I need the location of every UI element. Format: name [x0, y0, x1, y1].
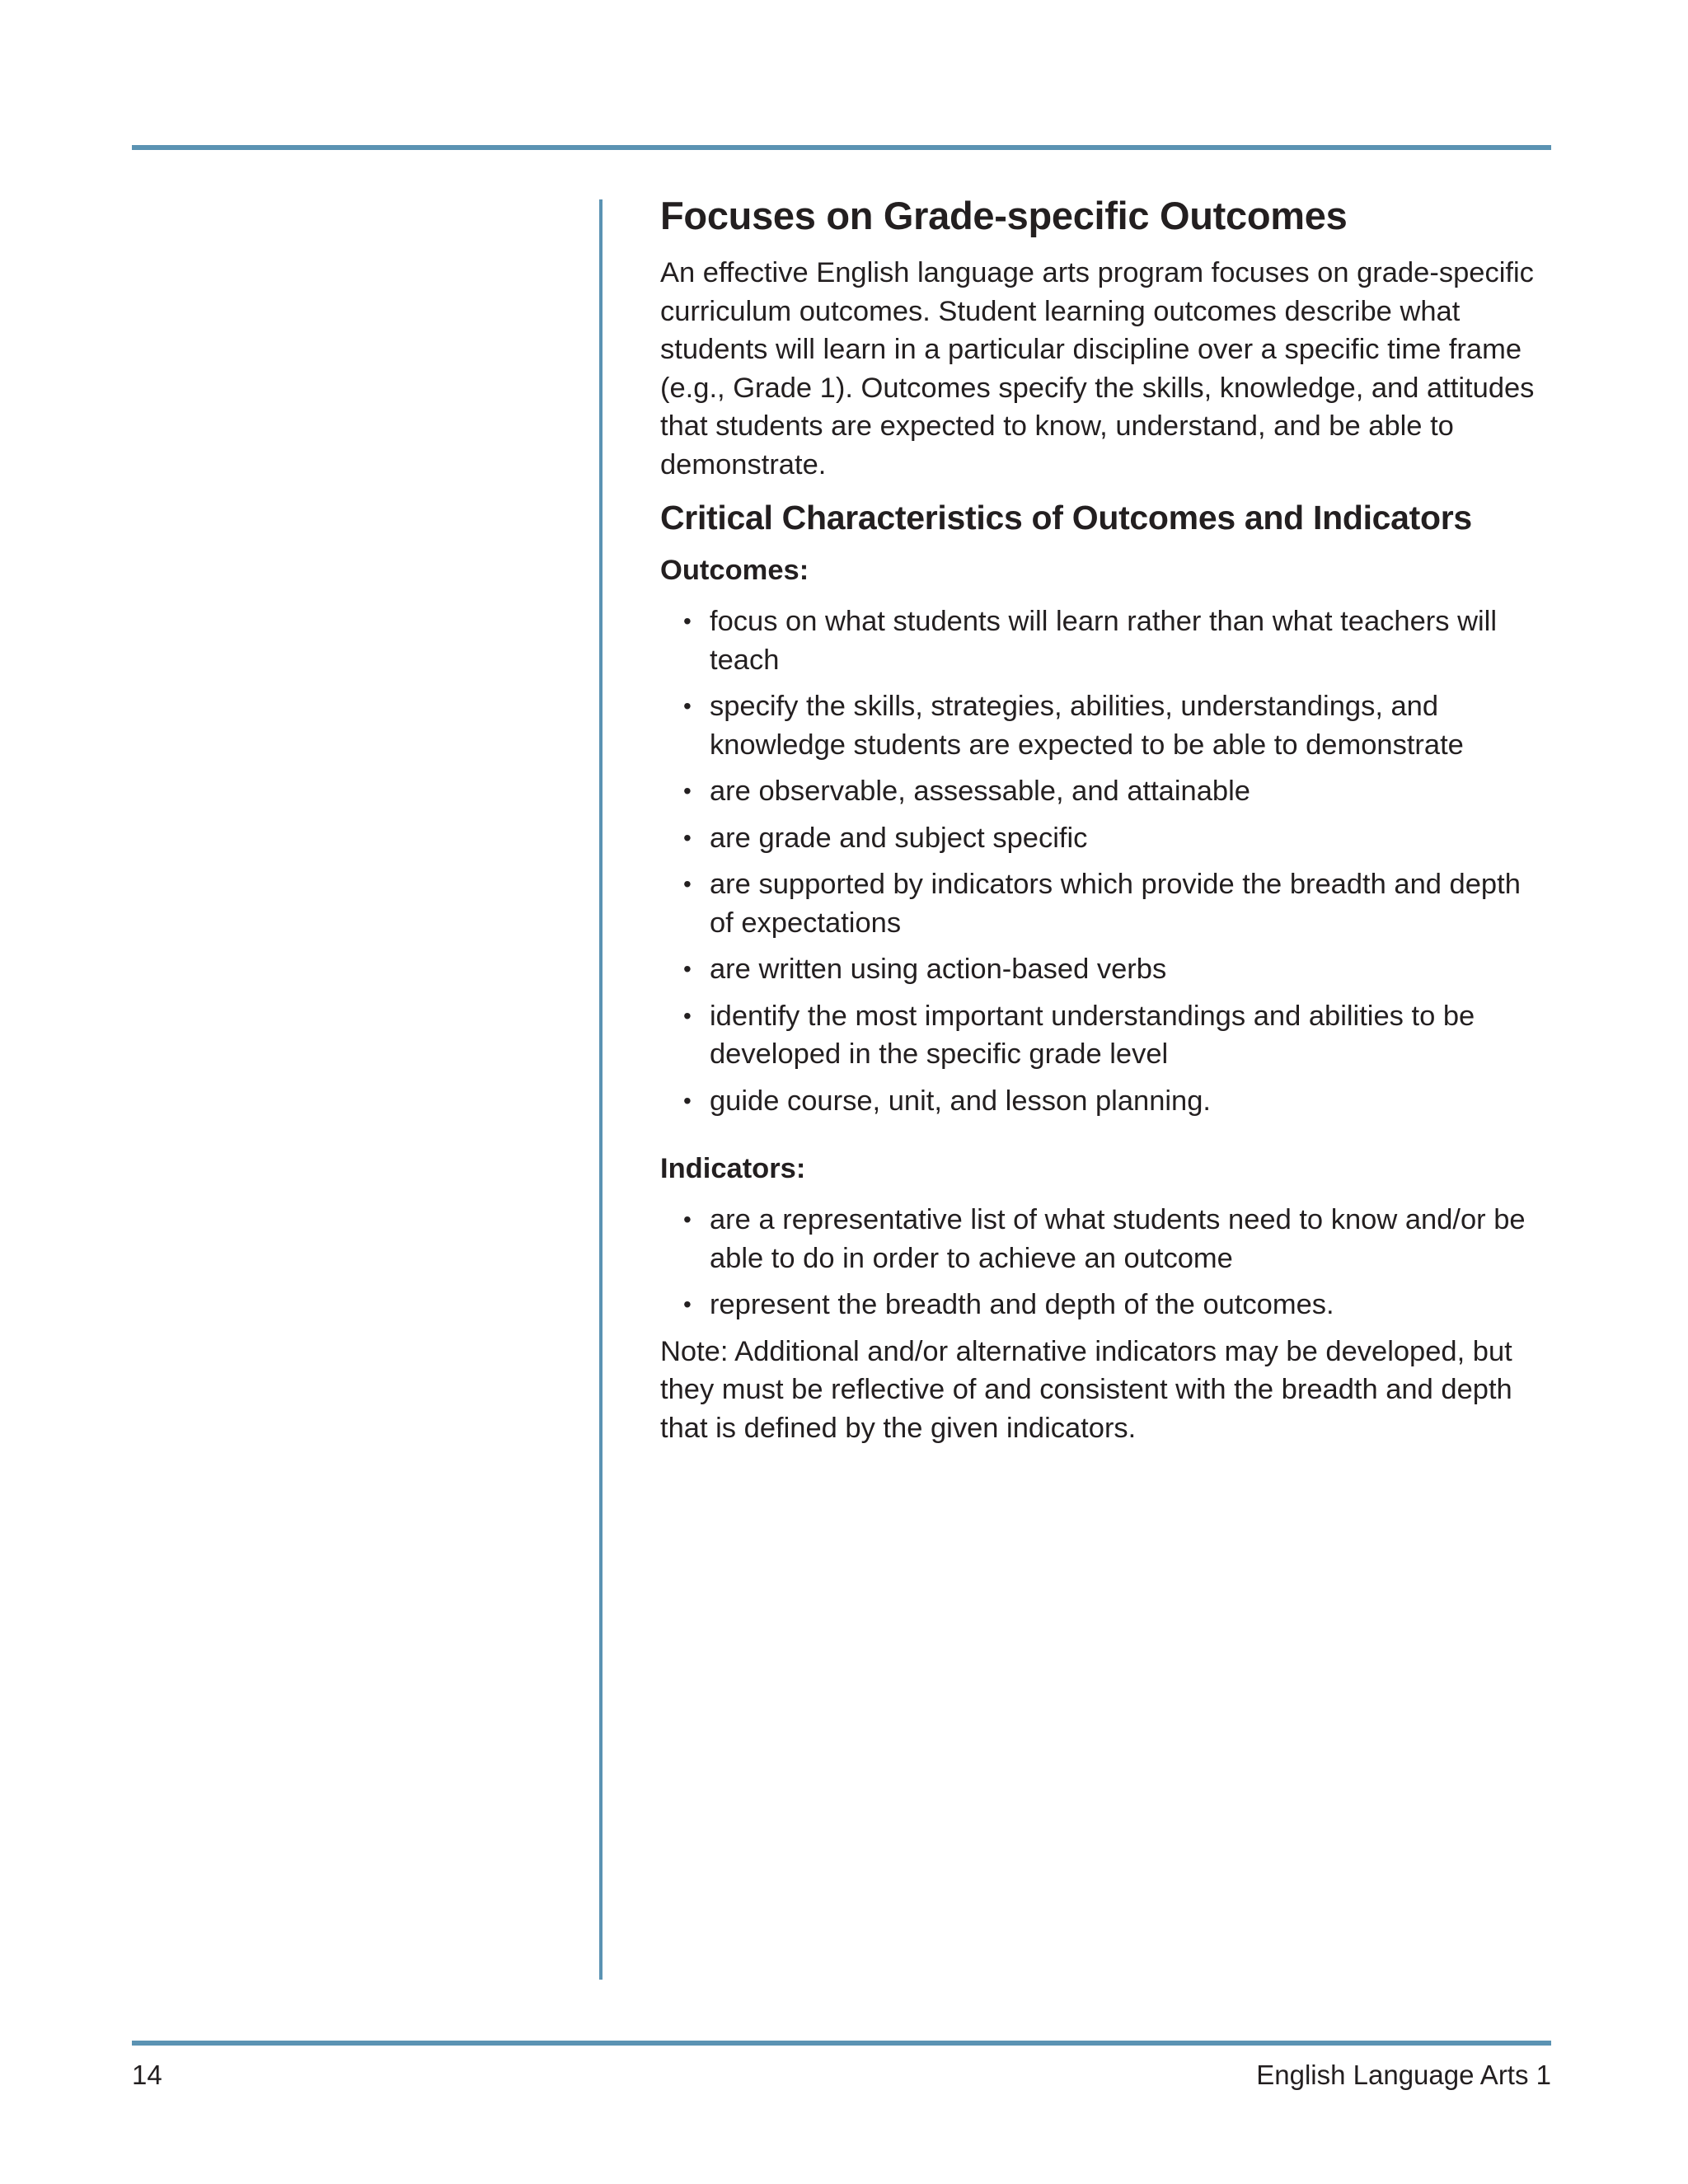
- indicators-list: [660, 1201, 1550, 1324]
- note-paragraph: Note: Additional and/or alternative indicators may be developed, but they must be reflective of and consistent with the breadth and depth that is defined by the given indicators.: [660, 1335, 1512, 1444]
- list-item: • represent the breadth and depth of the outcomes.: [710, 1286, 1550, 1324]
- intro-paragraph: An effective English language arts program focuses on grade-specific curriculum outcomes. Student learning outcomes describe what students will learn in a particular discipline over a specific time frame (e.g., Grade 1). Outcomes specify the skills, knowledge, and attitudes that students are expected to know, understand, and be able to demonstrate.: [660, 257, 1535, 480]
- outcomes-list: [660, 602, 1550, 1120]
- outcomes-label: Outcomes:: [660, 555, 809, 586]
- main-content: [660, 191, 1550, 1447]
- footer-title: English Language Arts 1: [1256, 2060, 1551, 2090]
- list-item: • are supported by indicators which provide the breadth and depth of expectations: [710, 865, 1550, 942]
- list-item: • are written using action-based verbs: [710, 950, 1550, 989]
- page-number: 14: [132, 2060, 162, 2090]
- list-item: • are grade and subject specific: [710, 819, 1550, 858]
- list-item: • are observable, assessable, and attainable: [710, 772, 1550, 811]
- list-item: • guide course, unit, and lesson planning.: [710, 1082, 1550, 1121]
- column-divider: [599, 199, 603, 1980]
- list-item: • identify the most important understandings and abilities to be developed in the specific grade level: [710, 997, 1550, 1074]
- list-item: • are a representative list of what students need to know and/or be able to do in order to achieve an outcome: [710, 1201, 1550, 1277]
- footer-rule: [132, 2041, 1551, 2046]
- characteristics-heading: Critical Characteristics of Outcomes and Indicators: [660, 499, 1472, 537]
- indicators-label: Indicators:: [660, 1153, 806, 1184]
- section-title: Focuses on Grade-specific Outcomes: [660, 194, 1348, 237]
- header-rule: [132, 145, 1551, 150]
- list-item: • focus on what students will learn rather than what teachers will teach: [710, 602, 1550, 679]
- list-item: • specify the skills, strategies, abilities, understandings, and knowledge students are expected to be able to demonstrate: [710, 687, 1550, 764]
